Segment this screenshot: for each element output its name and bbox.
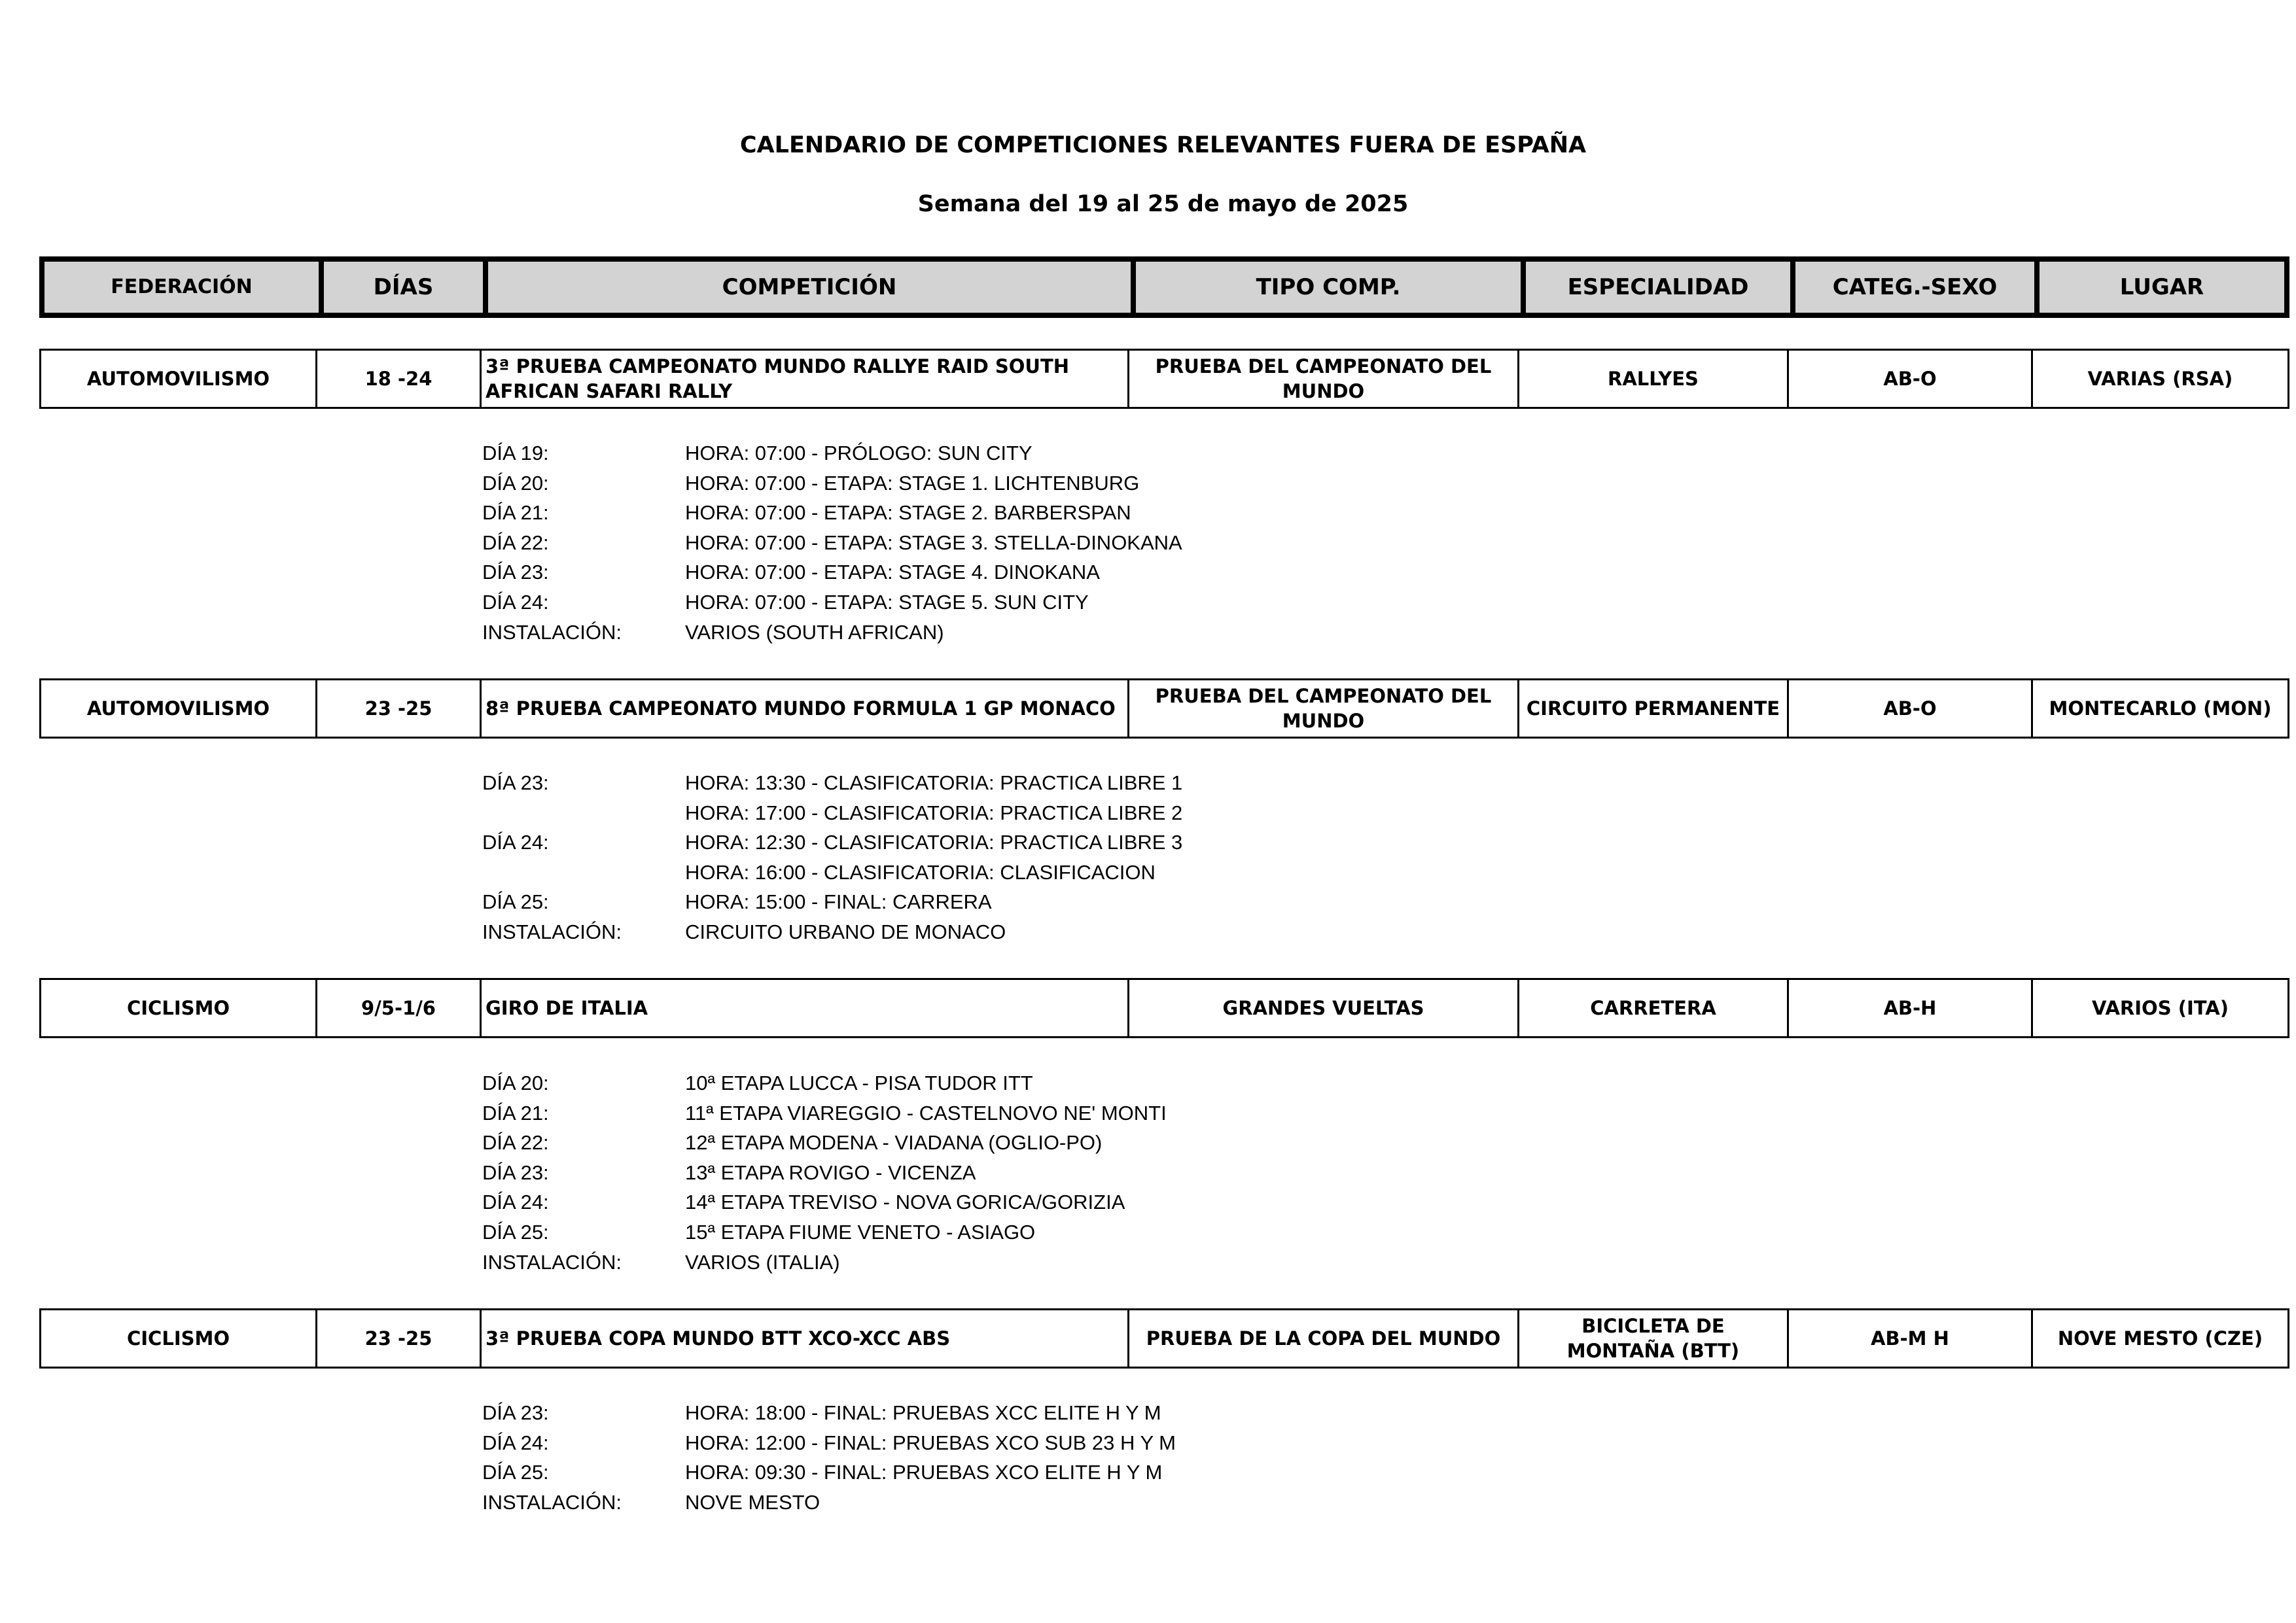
categ-cell: AB-M H <box>1787 1310 2031 1367</box>
especialidad-cell: CARRETERA <box>1517 980 1787 1036</box>
detail-value: HORA: 07:00 - ETAPA: STAGE 5. SUN CITY <box>685 590 1089 614</box>
detail-value: 15ª ETAPA FIUME VENETO - ASIAGO <box>685 1220 1036 1244</box>
detail-label: DÍA 24: <box>482 831 549 854</box>
detail-label: DÍA 24: <box>482 1431 549 1454</box>
federacion-cell: CICLISMO <box>126 1327 230 1350</box>
dias-cell: 23 -25 <box>315 1310 480 1367</box>
lugar-cell: VARIAS (RSA) <box>2031 351 2287 407</box>
detail-label: DÍA 25: <box>482 890 549 914</box>
tipo-cell: PRUEBA DEL CAMPEONATO DEL MUNDO <box>1127 680 1517 737</box>
categ-cell: AB-O <box>1787 351 2031 407</box>
detail-line <box>482 798 1182 828</box>
detail-label: INSTALACIÓN: <box>482 620 622 644</box>
detail-label: DÍA 21: <box>482 501 549 525</box>
detail-label: DÍA 24: <box>482 590 549 614</box>
detail-line <box>482 498 1182 528</box>
detail-label: DÍA 23: <box>482 1161 549 1184</box>
detail-label: DÍA 25: <box>482 1461 549 1484</box>
competition-details <box>482 1068 1167 1277</box>
detail-line <box>482 887 1182 917</box>
detail-line <box>482 1248 1167 1278</box>
detail-line <box>482 917 1182 947</box>
detail-value: HORA: 15:00 - FINAL: CARRERA <box>685 890 992 914</box>
dias-cell: 9/5-1/6 <box>315 980 480 1036</box>
detail-line <box>482 1098 1167 1128</box>
detail-value: HORA: 13:30 - CLASIFICATORIA: PRACTICA LIBRE 1 <box>685 771 1183 794</box>
detail-value: 10ª ETAPA LUCCA - PISA TUDOR ITT <box>685 1072 1033 1094</box>
detail-value: HORA: 09:30 - FINAL: PRUEBAS XCO ELITE H Y M <box>685 1461 1163 1484</box>
table-header <box>39 256 2289 318</box>
detail-line <box>482 557 1182 587</box>
competition-details <box>482 768 1182 947</box>
competition-row <box>39 1308 2289 1369</box>
detail-value: 14ª ETAPA TREVISO - NOVA GORICA/GORIZIA <box>685 1191 1125 1214</box>
detail-line <box>482 1457 1176 1488</box>
especialidad-cell: RALLYES <box>1517 351 1787 407</box>
detail-label: DÍA 20: <box>482 471 549 495</box>
header-competicion: COMPETICIÓN <box>483 262 1131 313</box>
federacion-cell: AUTOMOVILISMO <box>86 368 270 390</box>
detail-value: 13ª ETAPA ROVIGO - VICENZA <box>685 1161 976 1184</box>
detail-line <box>482 1398 1176 1428</box>
detail-value: 12ª ETAPA MODENA - VIADANA (OGLIO-PO) <box>685 1131 1103 1155</box>
detail-line <box>482 1428 1176 1458</box>
detail-label: DÍA 21: <box>482 1101 549 1125</box>
competicion-cell: 8ª PRUEBA CAMPEONATO MUNDO FORMULA 1 GP MONACO <box>480 680 1127 737</box>
detail-label: INSTALACIÓN: <box>482 920 622 943</box>
detail-line <box>482 828 1182 858</box>
detail-value: HORA: 07:00 - ETAPA: STAGE 1. LICHTENBURG <box>685 471 1140 495</box>
detail-label: DÍA 24: <box>482 1191 549 1214</box>
detail-value: NOVE MESTO <box>685 1490 821 1514</box>
detail-line <box>482 1488 1176 1518</box>
detail-line <box>482 438 1182 468</box>
tipo-cell: PRUEBA DE LA COPA DEL MUNDO <box>1127 1310 1517 1367</box>
competition-row <box>39 678 2289 739</box>
detail-label: INSTALACIÓN: <box>482 1250 622 1274</box>
competicion-cell: 3ª PRUEBA COPA MUNDO BTT XCO-XCC ABS <box>480 1310 1127 1367</box>
detail-label <box>482 798 685 828</box>
detail-value: CIRCUITO URBANO DE MONACO <box>685 920 1006 943</box>
competition-row <box>39 349 2289 409</box>
detail-line <box>482 768 1182 798</box>
categ-cell: AB-H <box>1787 980 2031 1036</box>
header-dias: DÍAS <box>319 262 483 313</box>
detail-label: DÍA 23: <box>482 771 549 794</box>
competition-row <box>39 978 2289 1038</box>
header-federacion: FEDERACIÓN <box>111 275 253 298</box>
detail-value: 11ª ETAPA VIAREGGIO - CASTELNOVO NE' MONTI <box>685 1101 1167 1125</box>
especialidad-cell: CIRCUITO PERMANENTE <box>1517 680 1787 737</box>
page-subtitle: Semana del 19 al 25 de mayo de 2025 <box>917 191 1409 217</box>
tipo-cell: PRUEBA DEL CAMPEONATO DEL MUNDO <box>1127 351 1517 407</box>
detail-label: DÍA 19: <box>482 442 549 464</box>
detail-label: DÍA 22: <box>482 1131 549 1155</box>
detail-value: HORA: 07:00 - PRÓLOGO: SUN CITY <box>685 442 1033 464</box>
header-especialidad: ESPECIALIDAD <box>1521 262 1790 313</box>
detail-line <box>482 1217 1167 1248</box>
tipo-cell: GRANDES VUELTAS <box>1127 980 1517 1036</box>
lugar-cell: MONTECARLO (MON) <box>2031 680 2287 737</box>
detail-value: HORA: 07:00 - ETAPA: STAGE 3. STELLA-DINOKANA <box>685 531 1182 554</box>
dias-cell: 23 -25 <box>315 680 480 737</box>
detail-line <box>482 1158 1167 1188</box>
especialidad-cell: BICICLETA DE MONTAÑA (BTT) <box>1517 1310 1787 1367</box>
competition-details <box>482 438 1182 647</box>
federacion-cell: CICLISMO <box>126 997 230 1019</box>
detail-line <box>482 1128 1167 1158</box>
detail-label: DÍA 23: <box>482 561 549 584</box>
competicion-cell: GIRO DE ITALIA <box>480 980 1127 1036</box>
detail-line <box>482 587 1182 618</box>
detail-value: HORA: 18:00 - FINAL: PRUEBAS XCC ELITE H Y M <box>685 1401 1161 1424</box>
detail-value: HORA: 16:00 - CLASIFICATORIA: CLASIFICACION <box>685 860 1156 884</box>
lugar-cell: NOVE MESTO (CZE) <box>2031 1310 2287 1367</box>
detail-label: DÍA 23: <box>482 1401 549 1424</box>
detail-line <box>482 1068 1167 1098</box>
dias-cell: 18 -24 <box>315 351 480 407</box>
detail-label: DÍA 20: <box>482 1072 549 1094</box>
lugar-cell: VARIOS (ITA) <box>2031 980 2287 1036</box>
detail-label: DÍA 22: <box>482 531 549 554</box>
page-title: CALENDARIO DE COMPETICIONES RELEVANTES FUERA DE ESPAÑA <box>739 132 1587 158</box>
detail-label <box>482 858 685 888</box>
competicion-cell: 3ª PRUEBA CAMPEONATO MUNDO RALLYE RAID SOUTH AFRICAN SAFARI RALLY <box>480 351 1127 407</box>
detail-line <box>482 1187 1167 1217</box>
detail-line <box>482 618 1182 648</box>
categ-cell: AB-O <box>1787 680 2031 737</box>
header-tipo: TIPO COMP. <box>1131 262 1521 313</box>
detail-line <box>482 858 1182 888</box>
detail-value: HORA: 07:00 - ETAPA: STAGE 4. DINOKANA <box>685 561 1100 584</box>
detail-value: HORA: 07:00 - ETAPA: STAGE 2. BARBERSPAN <box>685 501 1131 525</box>
detail-value: HORA: 17:00 - CLASIFICATORIA: PRACTICA LIBRE 2 <box>685 801 1183 824</box>
detail-value: HORA: 12:00 - FINAL: PRUEBAS XCO SUB 23 H Y M <box>685 1431 1176 1454</box>
detail-label: INSTALACIÓN: <box>482 1490 622 1514</box>
detail-value: VARIOS (SOUTH AFRICAN) <box>685 620 944 644</box>
detail-line <box>482 528 1182 558</box>
header-lugar: LUGAR <box>2034 262 2284 313</box>
header-categ: CATEG.-SEXO <box>1790 262 2034 313</box>
detail-label: DÍA 25: <box>482 1220 549 1244</box>
competition-details <box>482 1398 1176 1517</box>
detail-value: HORA: 12:30 - CLASIFICATORIA: PRACTICA LIBRE 3 <box>685 831 1183 854</box>
detail-line <box>482 468 1182 498</box>
detail-value: VARIOS (ITALIA) <box>685 1250 840 1274</box>
federacion-cell: AUTOMOVILISMO <box>86 697 270 720</box>
